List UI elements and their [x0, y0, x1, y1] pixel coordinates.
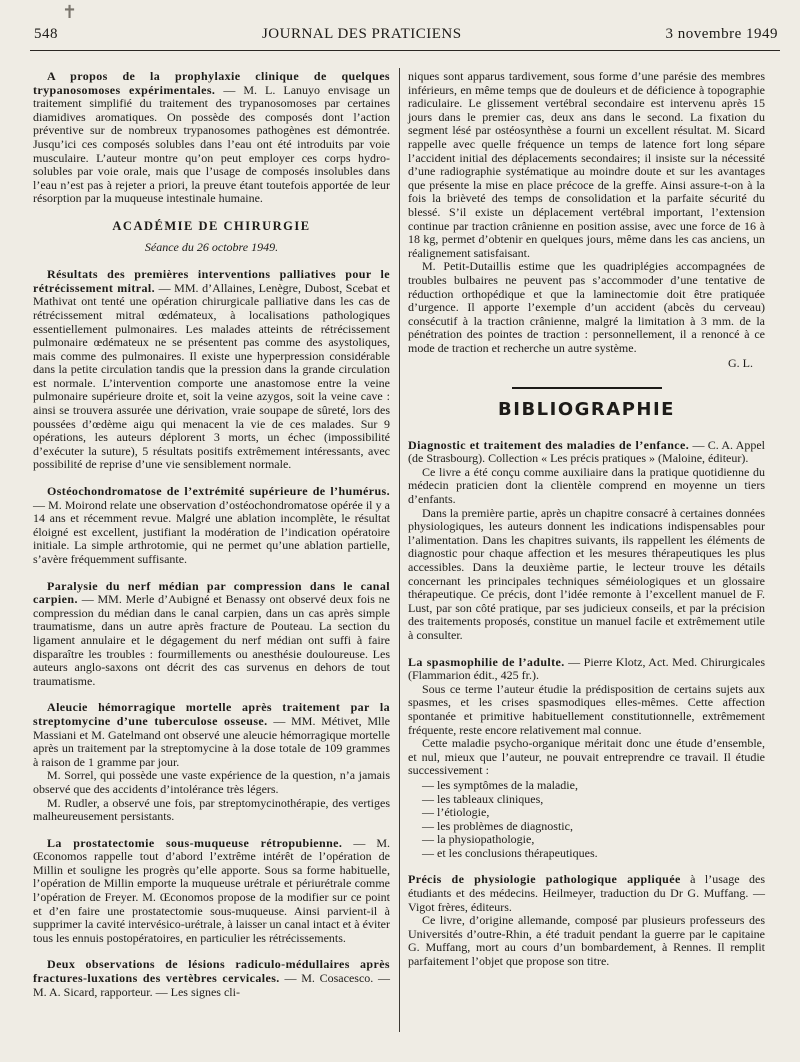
article-lead: Paralysie du nerf médian par compression dans le canal carpien.: [33, 578, 390, 607]
list-item: — et les conclusions thérapeutiques.: [422, 845, 598, 860]
section-subtitle: Séance du 26 octobre 1949.: [144, 239, 279, 254]
article-lead: La prostatectomie sous-muqueuse rétropubienne.: [47, 835, 343, 850]
book-review: [408, 439, 765, 643]
article: [33, 701, 390, 823]
author-signature: G. L.: [728, 356, 753, 371]
article: [33, 485, 390, 567]
article-paragraph: M. Sorrel, qui possède une vaste expérience de la question, n’a jamais observé que des accidents d’intolérance très légers.: [33, 768, 390, 796]
article-lead: Aleucie hémorragique mortelle après traitement par la streptomycine d’une tuberculose osseuse.: [33, 700, 390, 728]
list-item: — l’étiologie,: [422, 805, 490, 820]
left-column: [33, 70, 390, 1036]
article-paragraph: M. Petit-Dutaillis estime que les quadriplégies accompagnées de troubles bulbaires ne peuvent pas s’accommoder d’une tentative de réduction orthopédique et que la laminectomie doit être pratiquée d’urgence. Il apporte l’exemple d’un accident (abcès du cerveau) consécutif à la traction crânienne, malgré la limitation à 3 mm. de la pénétration des pointes de traction : personnellement, il a renoncé à ce mode de traction et recherche un autre système.: [408, 259, 765, 355]
book-reference: — C. A. Appel (de Strasbourg). Collection « Les précis pratiques » (Maloine, éditeur).: [408, 437, 765, 466]
book-reference: à l’usage des étudiants et des médecins. Heilmeyer, traduction du Dr G. Muffang. — Vigot frères, éditeurs.: [408, 872, 765, 914]
article-body: — MM. d’Allaines, Lenègre, Dubost, Scebat et Mathivat ont tenté une opération chirurgicale palliative dans les cas de rétrécissement mitral œdémateux, à localisations pathologiques essentiellement pulmonaires. Les malades atteints de rétrécissement pulmonaire œdémateux ne se présentent pas comme des asystoliques, mais comme des pulmonaires. Il existe une hyperpression considérable dans la petite circulation tandis que la pression dans la grande circulation est normale. L’intervention comporte une anastomose entre la veine pulmonaire supérieure droite et, soit la veine azygos, soit la veine cave : ainsi se trouvera assurée une dérivation, vraie soupape de sûreté, lors des poussées d’œdème aigu qui menacent la vie de ces malades. Sur 9 opérations, les auteurs déplorent 3 morts, un échec (impossibilité d’exécuter la suture), 5 résultats positifs extrêmement intéressants, avec possibilité de reprise d’une vie sensiblement normale.: [33, 280, 391, 472]
section-title: ACADÉMIE DE CHIRURGIE: [112, 218, 311, 233]
article-continuation: niques sont apparus tardivement, sous forme d’une parésie des membres inférieurs, en même temps que de douleurs et de déficience à topographie radiculaire. Le glissement vertébral secondaire est intervenu après 15 jours dans le premier cas, deux ans dans le second. La fixation du segment lésé par ostéosynthèse a fourni un excellent résultat. M. Sicard rappelle avec quelle fréquence un temps de latence fort long sépare l’accident initial des déplacements secondaires; il insiste sur la nécessité d’une radiographie systématique au moindre doute et sur les avantages que présente la mise en place précoce de la greffe. Ainsi assure-t-on à la fois la brièveté des temps de consolidation et la parfaite sécurité du blessé. S’il existe un déplacement vertébral important, l’extension continue par traction crânienne en position assise, avec une force de 16 à 18 kg, permet d’obtenir en quelques jours, même dans les cas anciens, un réalignement satisfaisant.: [408, 69, 765, 260]
article-lead: Résultats des premières interventions palliatives pour le rétrécissement mitral.: [33, 267, 390, 295]
book-title: La spasmophilie de l’adulte.: [408, 654, 565, 669]
book-title: Précis de physiologie pathologique appliquée: [408, 872, 681, 887]
journal-title: JOURNAL DES PRATICIENS: [261, 26, 462, 42]
article: [33, 268, 390, 472]
article-body: — MM. Métivet, Mlle Massiani et M. Gatelmand ont observé une aleucie hémorragique mortelle après un traitement par la streptomycine à la dose totale de 109 grammes à raison de 1 gramme par jour.: [33, 713, 391, 769]
issue-date: 3 novembre 1949: [665, 26, 778, 42]
book-review: [408, 873, 765, 968]
right-column: [408, 70, 765, 1036]
topics-list: [422, 779, 765, 861]
article-paragraph: M. Rudler, a observé une fois, par streptomycinothérapie, des vertiges malheureusement persistants.: [33, 795, 390, 824]
bibliography-title: BIBLIOGRAPHIE: [498, 399, 675, 421]
list-item: — les problèmes de diagnostic,: [422, 818, 573, 833]
bibliography-header: [408, 387, 765, 421]
column-divider: [399, 68, 400, 1032]
article: [33, 580, 390, 689]
article: [33, 70, 390, 206]
header-rule: [30, 50, 780, 51]
article-body: — M. Cosacesco. — M. A. Sicard, rapporteur. — Les signes cli-: [33, 971, 391, 999]
book-review: [408, 656, 765, 861]
review-paragraph: Dans la première partie, après un chapitre consacré à certaines données physiologiques, les auteurs donnent les indications indispensables pour l’alimentation. Dans les chapitres suivants, ils rappellent les éléments de diagnostic pour chaque affection et les mesures thérapeutiques les plus accessibles. Dans la deuxième partie, le lecteur trouve les détails concernant les principales techniques séméiologiques et un glossaire thérapeutique. Ce précis, dont l’idée remonte à l’excellent manuel de F. Lust, par son côté pratique, par ses judicieux conseils, et par la précision des traitements proposés, constitue un manuel facile et extrêmement utile à consulter.: [408, 505, 765, 642]
list-item: — les symptômes de la maladie,: [422, 777, 578, 792]
page-header: [34, 26, 778, 43]
article-body: — M. Œconomos rappelle tout d’abord l’extrême intérêt de l’opération de Millin et souligne les progrès qu’elle apporte. Sous sa forme habituelle, l’opération de Millin emporte la muqueuse urétrale et périurétrale comme l’opération de Freyer. M. Œconomos propose de la modifier sur ce point et d’en faire une prostatectomie sous-muqueuse. Ainsi parvient-il à supprimer la cavité intervésico-urétrale, à laisser un canal intact et à éviter tous les ennuis postopératoires, en particulier les rétrécissements.: [33, 835, 391, 945]
article-body: — M. Moirond relate une observation d’ostéochondromatose opérée il y a 14 ans et récemment revue. Malgré une ablation incomplète, le résultat éloigné est excellent, justifiant la modération de l’indication opératoire initiale. La simple arthrotomie, qui ne permet qu’une ablation partielle, s’avère fréquemment suffisante.: [33, 497, 390, 566]
article-body: — MM. Merle d’Aubigné et Benassy ont observé deux fois ne compression du médian dans le canal carpien, dans un cas après simple traumatisme, dans un autre après fracture de Pouteau. La section du ligament annulaire et le dégagement du nerf médian ont suffi à faire disparaître les troubles : fourmillements ou anesthésie douloureuse. Les auteurs anglo-saxons ont décrit des cas survenus en dehors de tout traumatisme.: [33, 592, 391, 688]
article-lead: Deux observations de lésions radiculo-médullaires après fractures-luxations des vertèbres cervicales.: [33, 957, 390, 986]
article-lead: Ostéochondromatose de l’extrémité supérieure de l’humérus.: [47, 484, 390, 499]
article-lead: A propos de la prophylaxie clinique de quelques trypanosomoses expérimentales.: [33, 69, 390, 97]
article: [33, 837, 390, 946]
review-paragraph: Ce livre, d’origine allemande, composé par plusieurs professeurs des Universités d’outre-Rhin, a été traduit pendant la guerre par le capitaine G. Muffang, mort au cours d’un bombardement, à Rennes. Il remplit parfaitement l’objet que propose son titre.: [408, 913, 765, 969]
ink-mark: ✝: [62, 2, 78, 22]
review-paragraph: Ce livre a été conçu comme auxiliaire dans la pratique quotidienne du médecin praticien dont la clientèle comprend en moyenne un tiers d’enfants.: [408, 464, 765, 507]
article: [33, 958, 390, 999]
list-item: — la physiopathologie,: [422, 832, 535, 847]
bibliography-rule: [512, 387, 662, 389]
book-reference: — Pierre Klotz, Act. Med. Chirurgicales (Flammarion édit., 425 fr.).: [408, 654, 765, 683]
book-title: Diagnostic et traitement des maladies de l’enfance.: [408, 437, 690, 452]
page-number: 548: [34, 26, 58, 42]
review-paragraph: Cette maladie psycho-organique méritait donc une étude d’ensemble, et nul, mieux que l’auteur, ne pouvait entreprendre ce travail. Il étudie successivement :: [408, 736, 765, 778]
list-item: — les tableaux cliniques,: [422, 791, 544, 806]
article-body: — M. L. Lanuyo envisage un traitement simplifié du traitement des trypanosomoses par certaines diamidives aromatiques. On possède des composés dont l’action préventive sur de nombreux trypanosomes pathogènes est démontrée. Jusqu’ici ces composés solubles dans l’eau ont été introduits par voie musculaire. L’auteur montre qu’on peut employer ces corps hydro-solubles par voie orale, mais que l’usage de composés insolubles dans l’eau n’est pas à rejeter a priori, la preuve étant toutefois apportée de leur résorption par la muqueuse intestinale humaine.: [33, 82, 391, 206]
review-paragraph: Sous ce terme l’auteur étudie la prédisposition de certains sujets aux spasmes, et les crises spasmodiques elles-mêmes. Cette affection spontanée et primitive habituellement constitutionnelle, extrêmement fréquente, reste encore relativement mal connue.: [408, 681, 765, 737]
